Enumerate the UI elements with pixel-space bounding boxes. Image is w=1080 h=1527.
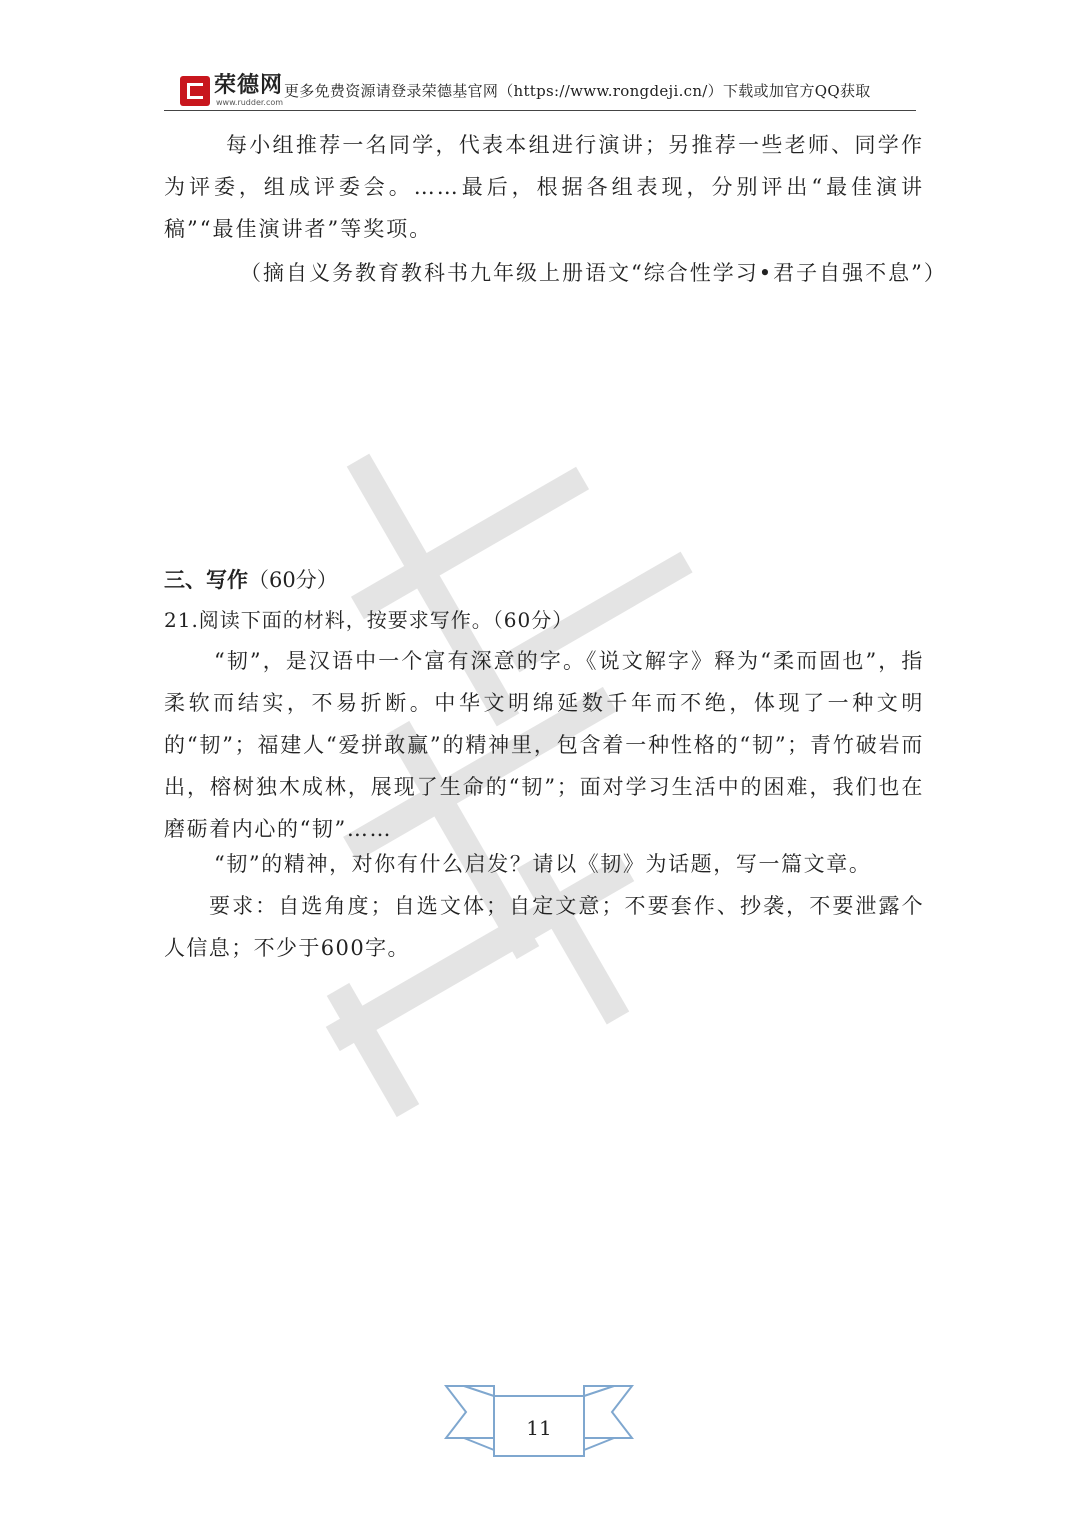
page-number-badge bbox=[444, 1380, 634, 1460]
logo-name: 荣德网 bbox=[214, 73, 284, 98]
excerpt-source: （摘自义务教育教科书九年级上册语文“综合性学习•君子自强不息”） bbox=[240, 261, 947, 285]
question-21-label: 21.阅读下面的材料，按要求写作。（60分） bbox=[164, 608, 574, 632]
question-21-requirements: 要求：自选角度；自选文体；自定文意；不要套作、抄袭，不要泄露个人信息；不少于600字。 bbox=[164, 894, 924, 960]
header-text: 更多免费资源请登录荣德基官网（https://www.rongdeji.cn/）下载或加官方QQ获取 bbox=[284, 82, 871, 100]
question-21-material: “韧”，是汉语中一个富有深意的字。《说文解字》释为“柔而固也”，指柔软而结实，不易折断。中华文明绵延数千年而不绝，体现了一种文明的“韧”；福建人“爱拼敢赢”的精神里，包含着一种性格的“韧”；青竹破岩而出，榕树独木成林，展现了生命的“韧”；面对学习生活中的困难，我们也在磨砺着内心的“韧”…… bbox=[164, 649, 924, 841]
section-title bbox=[164, 560, 338, 600]
section-title-text: 三、写作 bbox=[164, 568, 248, 592]
question-21-prompt: “韧”的精神，对你有什么启发？请以《韧》为话题，写一篇文章。 bbox=[214, 852, 872, 876]
excerpt-paragraph: 每小组推荐一名同学，代表本组进行演讲；另推荐一些老师、同学作为评委，组成评委会。……最后，根据各组表现，分别评出“最佳演讲稿”“最佳演讲者”等奖项。 bbox=[164, 133, 924, 241]
page-header bbox=[164, 70, 916, 111]
page-number: 11 bbox=[526, 1416, 552, 1440]
logo-icon bbox=[180, 76, 210, 106]
rongde-logo bbox=[180, 74, 300, 110]
section-points: （60分） bbox=[248, 568, 338, 592]
logo-site: www.rudder.com bbox=[216, 98, 284, 107]
